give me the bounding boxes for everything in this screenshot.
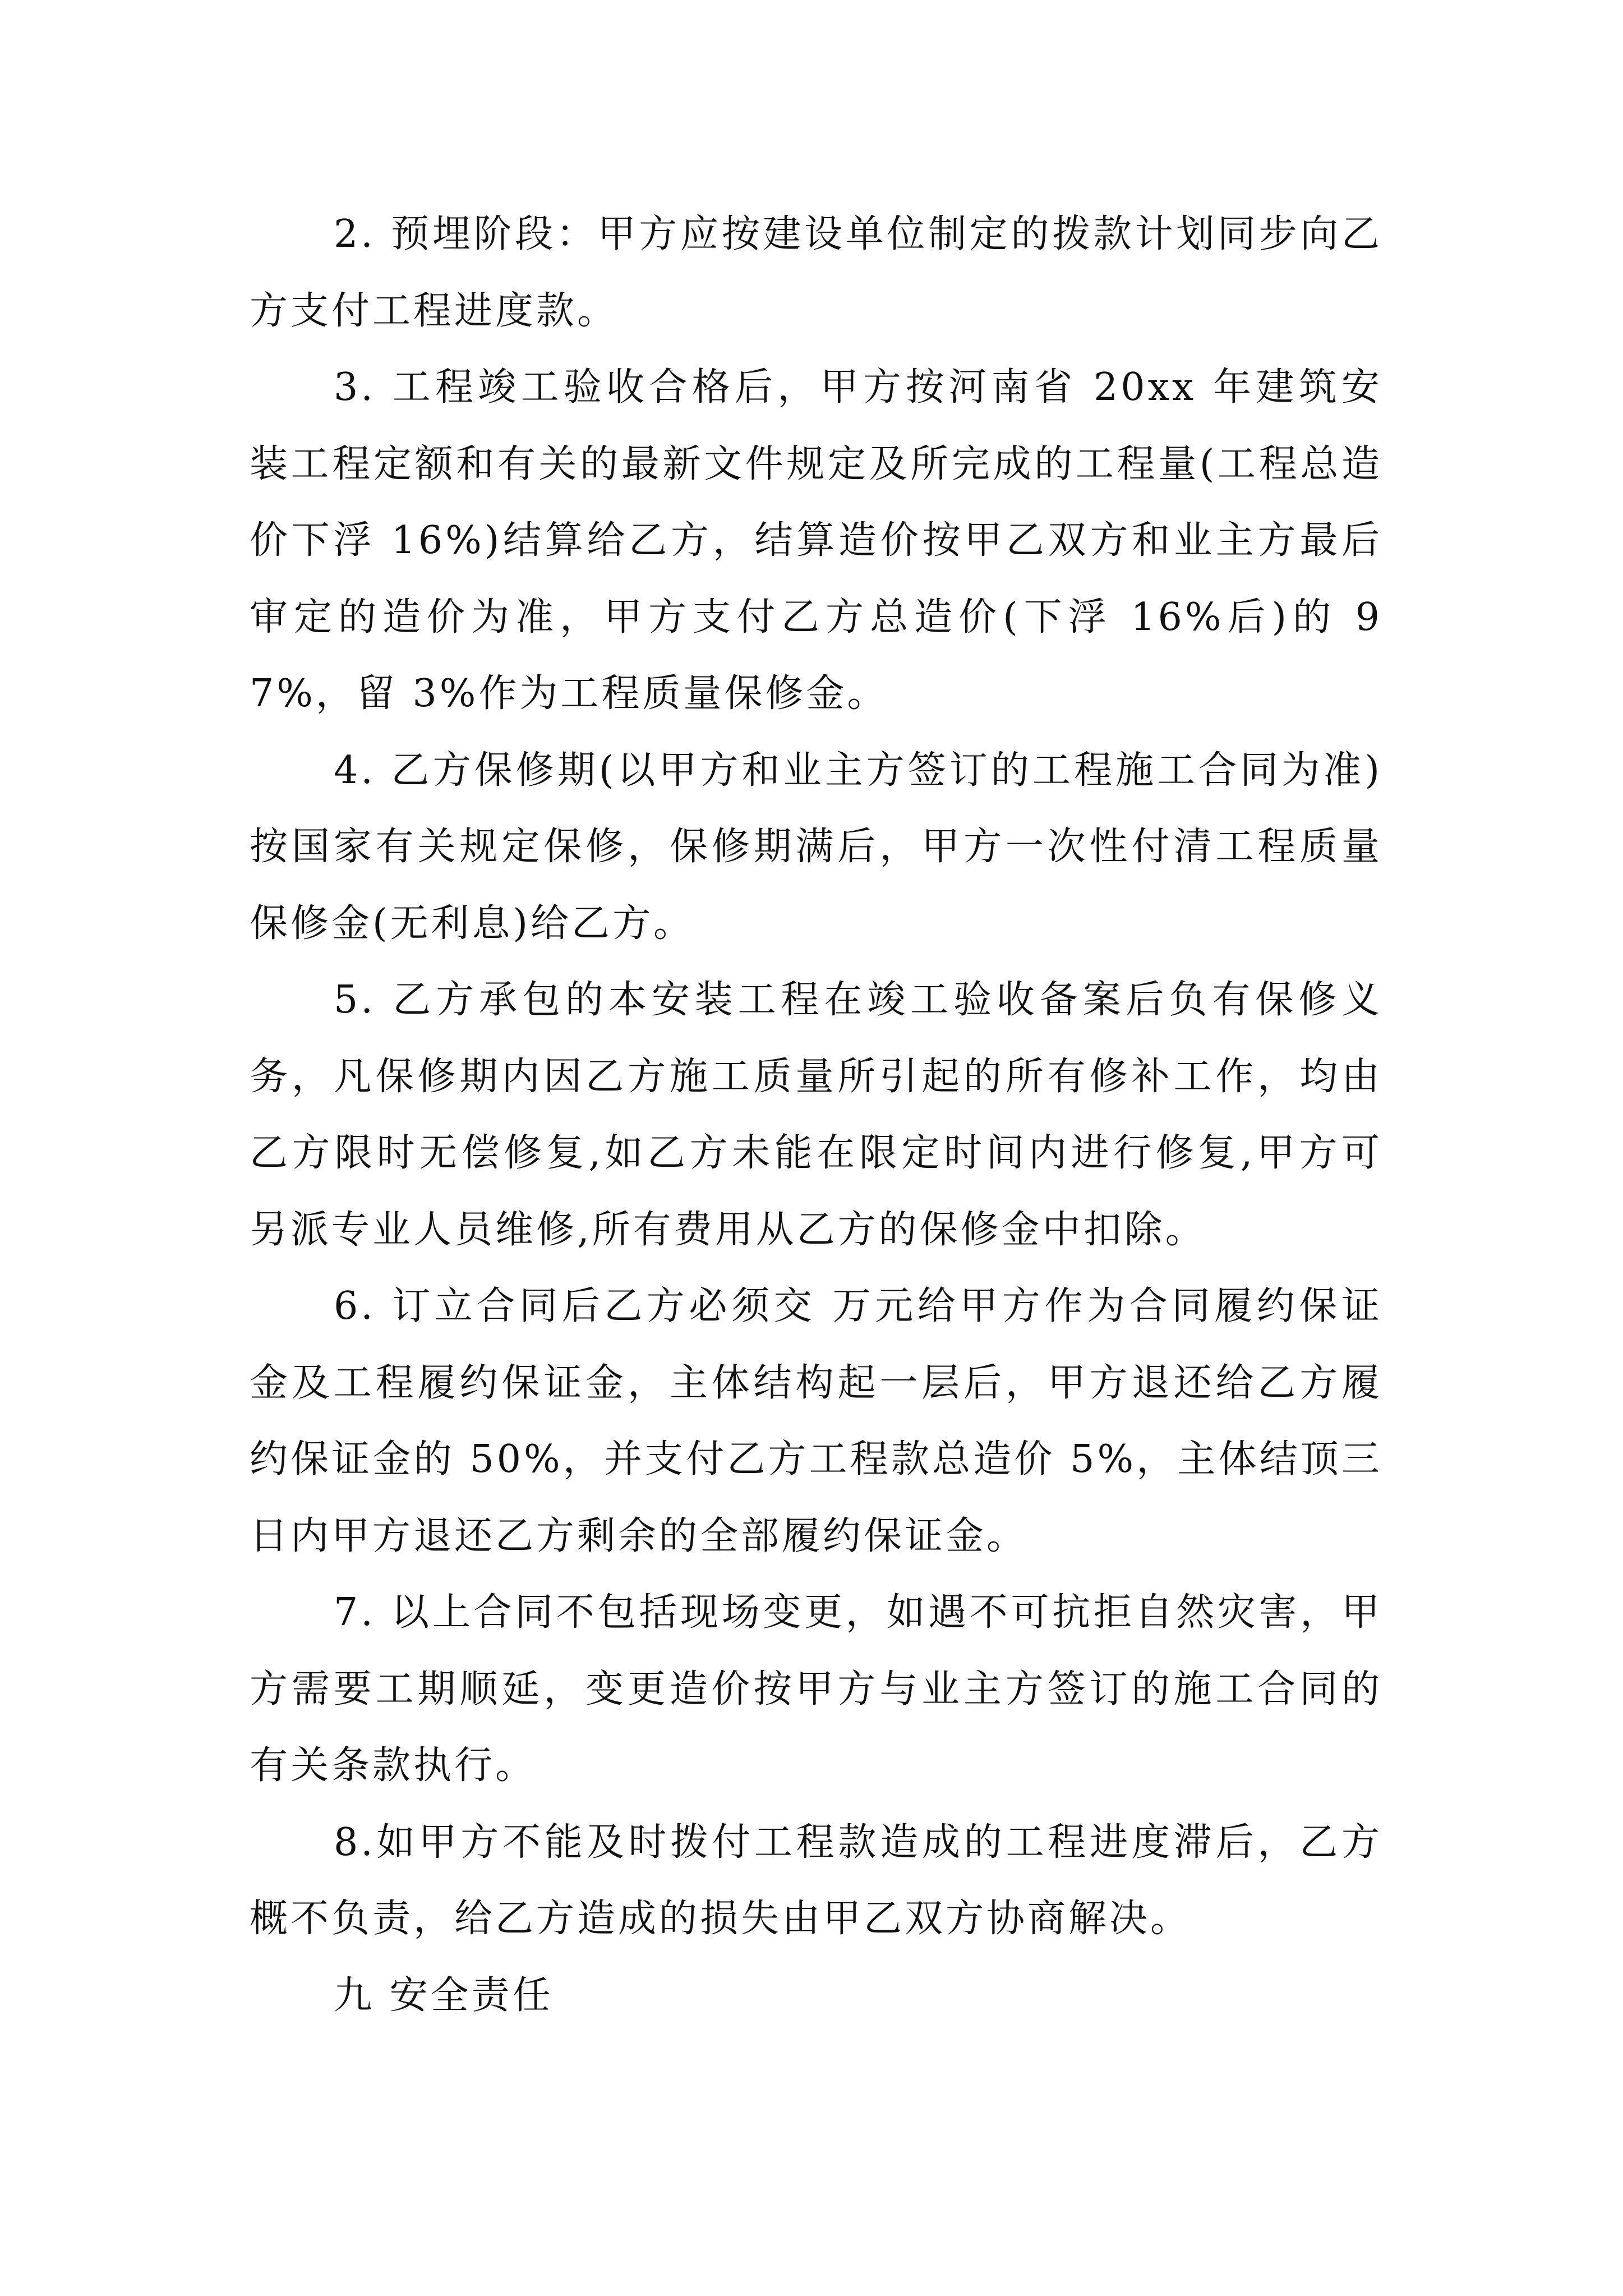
- clause-6-paragraph: 6. 订立合同后乙方必须交 万元给甲方作为合同履约保证金及工程履约保证金，主体结构起一层后，甲方退还给乙方履约保证金的 50%，并支付乙方工程款总造价 5%，主体结顶三日内甲方退还乙方剩余的全部履约保证金。: [250, 1284, 1382, 1558]
- clause-3-paragraph: 3. 工程竣工验收合格后，甲方按河南省 20xx 年建筑安装工程定额和有关的最新文件规定及所完成的工程量(工程总造价下浮 16%)结算给乙方，结算造价按甲乙双方和业主方最后审定的造价为准，甲方支付乙方总造价(下浮 16%后)的 97%，留 3%作为工程质量保修金。: [250, 365, 1382, 716]
- document-body: [250, 196, 1382, 2034]
- clause-7-paragraph: 7. 以上合同不包括现场变更，如遇不可抗拒自然灾害，甲方需要工期顺延，变更造价按甲方与业主方签订的施工合同的有关条款执行。: [250, 1590, 1382, 1788]
- section-heading-safety: 九 安全责任: [334, 1973, 554, 2018]
- clause-8-paragraph: 8.如甲方不能及时拨付工程款造成的工程进度滞后，乙方概不负责，给乙方造成的损失由甲乙双方协商解决。: [250, 1820, 1382, 1941]
- clause-5-paragraph: 5. 乙方承包的本安装工程在竣工验收备案后负有保修义务，凡保修期内因乙方施工质量所引起的所有修补工作，均由乙方限时无偿修复,如乙方未能在限定时间内进行修复,甲方可另派专业人员维修,所有费用从乙方的保修金中扣除。: [250, 978, 1382, 1252]
- clause-4-paragraph: 4. 乙方保修期(以甲方和业主方签订的工程施工合同为准)按国家有关规定保修，保修期满后，甲方一次性付清工程质量保修金(无利息)给乙方。: [250, 748, 1382, 946]
- clause-2-paragraph: 2. 预埋阶段：甲方应按建设单位制定的拨款计划同步向乙方支付工程进度款。: [250, 212, 1382, 333]
